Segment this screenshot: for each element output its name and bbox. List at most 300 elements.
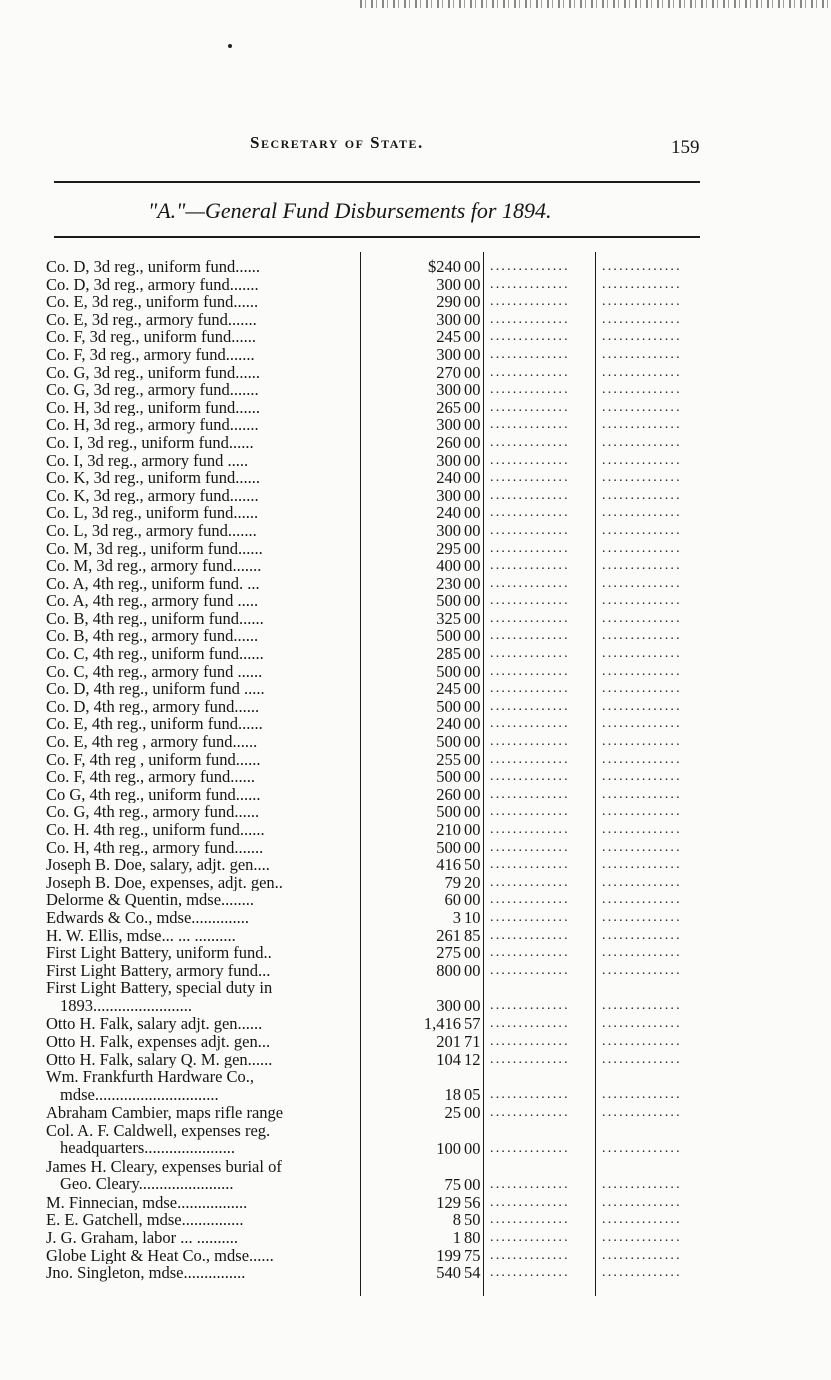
empty-column-leader: .............. <box>602 839 682 855</box>
table-row <box>46 540 716 558</box>
empty-column-leader: .............. <box>490 259 570 274</box>
empty-column-leader: .............. <box>490 909 570 925</box>
row-description <box>46 874 359 892</box>
table-row <box>46 522 716 540</box>
table-row <box>46 891 716 909</box>
table-row <box>46 504 716 522</box>
amount-dollars: 500 <box>436 661 461 681</box>
empty-column-leader: .............. <box>602 1176 682 1192</box>
amount-cents: 00 <box>464 820 481 839</box>
row-description <box>46 1068 359 1103</box>
row-description-line: Co. F, 4th reg , uniform fund...... <box>46 750 261 769</box>
row-description-line: Co. E, 3d reg., armory fund....... <box>46 310 257 329</box>
amount-cents: 00 <box>464 520 481 540</box>
table-row <box>46 469 716 487</box>
amount-dollars: 129 <box>436 1192 461 1212</box>
row-description <box>46 680 359 698</box>
empty-column-leader: .............. <box>490 857 570 873</box>
table-row <box>46 1158 716 1194</box>
empty-column-leader: .............. <box>602 434 682 450</box>
row-description <box>46 891 359 909</box>
row-description <box>46 1229 359 1247</box>
amount-cents: 00 <box>464 802 481 822</box>
amount-dollars: 240 <box>436 468 461 488</box>
row-description <box>46 487 359 505</box>
empty-column-leader: .............. <box>602 558 682 574</box>
amount-cents: 50 <box>464 855 481 875</box>
empty-column-leader: .............. <box>490 575 570 591</box>
row-description-line: Abraham Cambier, maps rifle range <box>46 1104 284 1122</box>
empty-column-leader: .............. <box>602 1194 682 1210</box>
empty-column-leader: .............. <box>490 874 570 890</box>
amount-cents: 57 <box>464 1014 481 1034</box>
empty-column-leader: .............. <box>490 698 570 714</box>
table-row <box>46 839 716 857</box>
table-row <box>46 786 716 804</box>
amount-dollars: 199 <box>436 1245 461 1265</box>
amount-dollars: 295 <box>436 538 461 558</box>
empty-column-leader: .............. <box>490 945 570 961</box>
page-number: 159 <box>671 137 700 158</box>
amount-cents: 00 <box>464 960 481 980</box>
table-row <box>46 680 716 698</box>
row-description <box>46 1104 359 1122</box>
row-description-line: First Light Battery, uniform fund.. <box>46 944 272 962</box>
empty-column-leader: .............. <box>490 646 570 662</box>
empty-column-leader: .............. <box>602 1087 682 1103</box>
empty-column-leader: .............. <box>602 505 682 521</box>
row-description <box>46 540 359 558</box>
row-description-line: Co. F, 3d reg., armory fund....... <box>46 345 255 364</box>
empty-column-leader: .............. <box>602 399 682 415</box>
table-row <box>46 1194 716 1212</box>
amount-cents: 00 <box>464 626 481 646</box>
row-description-line: Co. I, 3d reg., armory fund ..... <box>46 451 249 470</box>
row-description <box>46 944 359 962</box>
amount-cents: 75 <box>464 1245 481 1265</box>
row-description-line: Co. E, 3d reg., uniform fund...... <box>46 293 259 311</box>
empty-column-leader: .............. <box>490 540 570 556</box>
row-description <box>46 1264 359 1282</box>
row-description <box>46 557 359 575</box>
amount-dollars: 255 <box>436 749 461 769</box>
amount-cents: 00 <box>464 767 481 787</box>
empty-column-leader: .............. <box>602 522 682 538</box>
amount-dollars: 500 <box>436 732 461 752</box>
amount-cents: 00 <box>464 591 481 611</box>
row-description-line: Co. H. 4th reg., uniform fund...... <box>46 821 265 839</box>
row-description-line: Co. L, 3d reg., uniform fund...... <box>46 504 259 522</box>
empty-column-leader: .............. <box>490 1194 570 1210</box>
amount-dollars: 8 <box>452 1210 461 1230</box>
amount-cents: 85 <box>464 925 481 945</box>
empty-column-leader: .............. <box>602 382 682 398</box>
table-row <box>46 346 716 364</box>
row-description <box>46 663 359 681</box>
amount-cents: 00 <box>464 450 481 470</box>
row-description <box>46 1194 359 1212</box>
amount-dollars: 275 <box>436 943 461 963</box>
amount-cents: 00 <box>464 644 481 664</box>
empty-column-leader: .............. <box>602 311 682 327</box>
row-description-line: H. W. Ellis, mdse... ... .......... <box>46 926 236 945</box>
row-description-line: Co. D, 3d reg., uniform fund...... <box>46 258 261 276</box>
row-description <box>46 293 359 311</box>
row-description <box>46 751 359 769</box>
empty-column-leader: .............. <box>490 1212 570 1228</box>
empty-column-leader: .............. <box>602 364 682 380</box>
empty-column-leader: .............. <box>490 452 570 468</box>
amount-cents: 00 <box>464 432 481 452</box>
row-description-line: Co. G, 3d reg., armory fund....... <box>46 381 259 399</box>
empty-column-leader: .............. <box>490 522 570 538</box>
row-description <box>46 927 359 945</box>
row-description <box>46 768 359 786</box>
row-description-line: Co. K, 3d reg., armory fund....... <box>46 486 259 505</box>
table-row <box>46 1122 716 1158</box>
amount-dollars: 1,416 <box>423 1014 461 1034</box>
row-description-line: Globe Light & Heat Co., mdse...... <box>46 1246 274 1265</box>
amount-dollars: 245 <box>436 679 461 699</box>
empty-column-leader: .............. <box>602 487 682 503</box>
row-description-continuation: Geo. Cleary....................... <box>60 1175 234 1193</box>
amount-cents: 00 <box>464 1174 481 1194</box>
amount-cents: 00 <box>464 344 481 364</box>
row-description-continuation: 1893........................ <box>60 996 192 1015</box>
amount-dollars: 500 <box>436 696 461 716</box>
empty-column-leader: .............. <box>602 804 682 820</box>
amount-cents: 12 <box>464 1049 481 1069</box>
table-row <box>46 610 716 628</box>
row-description-line: Joseph B. Doe, expenses, adjt. gen.. <box>46 873 283 892</box>
empty-column-leader: .............. <box>602 593 682 609</box>
empty-column-leader: .............. <box>490 364 570 380</box>
row-description-line: M. Finnecian, mdse................. <box>46 1193 248 1212</box>
table-row <box>46 364 716 382</box>
row-description <box>46 452 359 470</box>
empty-column-leader: .............. <box>602 909 682 925</box>
running-header <box>0 133 831 163</box>
empty-column-leader: .............. <box>602 1105 682 1121</box>
row-description-line: Otto H. Falk, salary Q. M. gen...... <box>46 1050 273 1069</box>
row-description-line: Delorme & Quentin, mdse........ <box>46 891 255 909</box>
row-description <box>46 786 359 804</box>
amount-dollars: 60 <box>444 890 461 910</box>
empty-column-leader: .............. <box>602 646 682 662</box>
empty-column-leader: .............. <box>490 470 570 486</box>
table-row <box>46 751 716 769</box>
row-description <box>46 1122 359 1157</box>
amount-dollars: 300 <box>436 309 461 329</box>
amount-cents: 00 <box>464 608 481 628</box>
empty-column-leader: .............. <box>490 417 570 433</box>
amount-cents: 00 <box>464 309 481 329</box>
amount-dollars: $240 <box>428 257 461 276</box>
empty-column-leader: .............. <box>490 681 570 697</box>
table-row <box>46 381 716 399</box>
amount-dollars: 240 <box>436 714 461 734</box>
empty-column-leader: .............. <box>602 329 682 345</box>
amount-cents: 00 <box>464 274 481 294</box>
row-description <box>46 1247 359 1265</box>
empty-column-leader: .............. <box>602 769 682 785</box>
amount-dollars: 300 <box>436 520 461 540</box>
row-description <box>46 364 359 382</box>
amount-dollars: 500 <box>436 767 461 787</box>
table-row <box>46 258 716 276</box>
row-description <box>46 1015 359 1033</box>
empty-column-leader: .............. <box>602 698 682 714</box>
empty-column-leader: .............. <box>490 1176 570 1192</box>
row-description <box>46 733 359 751</box>
empty-column-leader: .............. <box>602 663 682 679</box>
table-row <box>46 733 716 751</box>
empty-column-leader: .............. <box>602 892 682 908</box>
table-row <box>46 487 716 505</box>
row-description-line: Co. E, 4th reg , armory fund...... <box>46 733 258 751</box>
row-description-line: Co. B, 4th reg., armory fund...... <box>46 627 259 646</box>
amount-dollars: 210 <box>436 820 461 839</box>
amount-cents: 00 <box>464 996 481 1016</box>
amount-cents: 00 <box>464 696 481 716</box>
row-description <box>46 399 359 417</box>
amount-cents: 00 <box>464 1138 481 1158</box>
row-description <box>46 311 359 329</box>
row-description <box>46 715 359 733</box>
row-description-line: Co. M, 3d reg., uniform fund...... <box>46 539 263 558</box>
empty-column-leader: .............. <box>490 1051 570 1067</box>
empty-column-leader: .............. <box>602 1140 682 1156</box>
empty-column-leader: .............. <box>602 874 682 890</box>
row-description-line: Co G, 4th reg., uniform fund...... <box>46 785 261 804</box>
empty-column-leader: .............. <box>602 1051 682 1067</box>
amount-cents: 00 <box>464 380 481 400</box>
row-description-line: First Light Battery, armory fund... <box>46 961 271 980</box>
empty-column-leader: .............. <box>602 962 682 978</box>
header-title: Secretary of State. <box>250 133 424 152</box>
empty-column-leader: .............. <box>602 346 682 362</box>
empty-column-leader: .............. <box>490 839 570 855</box>
row-description-line: Co. C, 4th reg., armory fund ...... <box>46 662 263 681</box>
table-row <box>46 399 716 417</box>
empty-column-leader: .............. <box>490 1265 570 1281</box>
amount-dollars: 300 <box>436 450 461 470</box>
amount-dollars: 1 <box>452 1227 461 1247</box>
amount-dollars: 800 <box>436 960 461 980</box>
empty-column-leader: .............. <box>602 259 682 274</box>
row-description-line: Jno. Singleton, mdse............... <box>46 1264 246 1282</box>
row-description-line: First Light Battery, special duty in <box>46 979 273 998</box>
amount-cents: 00 <box>464 679 481 699</box>
amount-dollars: 300 <box>436 485 461 505</box>
row-description <box>46 1051 359 1069</box>
top-rule <box>54 181 700 183</box>
empty-column-leader: .............. <box>490 663 570 679</box>
empty-column-leader: .............. <box>490 329 570 345</box>
table-row <box>46 715 716 733</box>
empty-column-leader: .............. <box>490 346 570 362</box>
row-description-continuation: headquarters...................... <box>60 1139 236 1157</box>
empty-column-leader: .............. <box>490 769 570 785</box>
row-description <box>46 346 359 364</box>
amount-cents: 05 <box>464 1085 481 1105</box>
empty-column-leader: .............. <box>490 382 570 398</box>
row-description-line: Co. G, 3d reg., uniform fund...... <box>46 363 261 382</box>
amount-dollars: 500 <box>436 626 461 646</box>
row-description <box>46 592 359 610</box>
table-row <box>46 803 716 821</box>
amount-cents: 54 <box>464 1263 481 1283</box>
table-row <box>46 1068 716 1104</box>
amount-cents: 71 <box>464 1031 481 1051</box>
empty-column-leader: .............. <box>490 962 570 978</box>
empty-column-leader: .............. <box>602 927 682 943</box>
row-description-line: Co. C, 4th reg., uniform fund...... <box>46 645 264 663</box>
amount-cents: 00 <box>464 714 481 734</box>
empty-column-leader: .............. <box>490 505 570 521</box>
amount-cents: 00 <box>464 1103 481 1123</box>
amount-dollars: 300 <box>436 344 461 364</box>
table-row <box>46 452 716 470</box>
empty-column-leader: .............. <box>602 540 682 556</box>
empty-column-leader: .............. <box>490 434 570 450</box>
row-description <box>46 821 359 839</box>
row-description-line: Edwards & Co., mdse.............. <box>46 908 250 927</box>
empty-column-leader: .............. <box>490 1033 570 1049</box>
amount-dollars: 201 <box>436 1031 461 1051</box>
table-row <box>46 311 716 329</box>
empty-column-leader: .............. <box>490 1140 570 1156</box>
empty-column-leader: .............. <box>602 470 682 486</box>
empty-column-leader: .............. <box>490 311 570 327</box>
table-row <box>46 1015 716 1033</box>
empty-column-leader: .............. <box>490 751 570 767</box>
empty-column-leader: .............. <box>602 1212 682 1228</box>
table-row <box>46 856 716 874</box>
table-row <box>46 434 716 452</box>
empty-column-leader: .............. <box>602 452 682 468</box>
amount-dollars: 300 <box>436 274 461 294</box>
amount-cents: 00 <box>464 415 481 435</box>
amount-cents: 00 <box>464 292 481 312</box>
empty-column-leader: .............. <box>490 1247 570 1263</box>
row-description-line: Co. D, 4th reg., armory fund...... <box>46 697 260 716</box>
amount-cents: 00 <box>464 362 481 382</box>
amount-dollars: 270 <box>436 362 461 382</box>
row-description-line: Co. D, 4th reg., uniform fund ..... <box>46 680 265 698</box>
amount-dollars: 240 <box>436 503 461 523</box>
row-description-line: Co. H, 4th reg., armory fund....... <box>46 838 264 857</box>
table-row <box>46 909 716 927</box>
empty-column-leader: .............. <box>602 734 682 750</box>
table-row <box>46 1229 716 1247</box>
empty-column-leader: .............. <box>490 786 570 802</box>
row-description <box>46 328 359 346</box>
amount-dollars: 265 <box>436 397 461 417</box>
row-description <box>46 381 359 399</box>
row-description <box>46 434 359 452</box>
amount-cents: 00 <box>464 556 481 576</box>
amount-cents: 00 <box>464 327 481 347</box>
empty-column-leader: .............. <box>490 610 570 626</box>
table-row <box>46 927 716 945</box>
amount-cents: 00 <box>464 749 481 769</box>
empty-column-leader: .............. <box>602 1229 682 1245</box>
row-description <box>46 575 359 593</box>
amount-cents: 00 <box>464 837 481 857</box>
empty-column-leader: .............. <box>602 681 682 697</box>
table-row <box>46 979 716 1015</box>
amount-cents: 00 <box>464 257 481 276</box>
row-description <box>46 856 359 874</box>
table-row <box>46 592 716 610</box>
table-row <box>46 557 716 575</box>
row-description-line: Co. G, 4th reg., armory fund...... <box>46 803 260 821</box>
row-description-continuation: mdse.............................. <box>60 1085 219 1104</box>
row-description-line: Wm. Frankfurth Hardware Co., <box>46 1068 255 1087</box>
table-row <box>46 1104 716 1122</box>
empty-column-leader: .............. <box>602 716 682 732</box>
amount-dollars: 79 <box>444 872 461 892</box>
amount-dollars: 260 <box>436 784 461 804</box>
row-description <box>46 962 359 980</box>
empty-column-leader: .............. <box>602 610 682 626</box>
table-row <box>46 328 716 346</box>
row-description-line: Co. B, 4th reg., uniform fund...... <box>46 609 264 628</box>
row-description <box>46 522 359 540</box>
row-description-line: J. G. Graham, labor ... .......... <box>46 1228 239 1247</box>
row-description <box>46 979 359 1014</box>
empty-column-leader: .............. <box>490 1016 570 1032</box>
amount-dollars: 245 <box>436 327 461 347</box>
empty-column-leader: .............. <box>490 716 570 732</box>
row-description <box>46 627 359 645</box>
amount-dollars: 300 <box>436 415 461 435</box>
table-row <box>46 416 716 434</box>
table-row <box>46 1247 716 1265</box>
row-description <box>46 610 359 628</box>
row-description <box>46 698 359 716</box>
amount-dollars: 500 <box>436 802 461 822</box>
amount-cents: 50 <box>464 1210 481 1230</box>
row-description <box>46 258 359 276</box>
amount-dollars: 290 <box>436 292 461 312</box>
row-description <box>46 645 359 663</box>
amount-cents: 80 <box>464 1227 481 1247</box>
amount-cents: 20 <box>464 872 481 892</box>
empty-column-leader: .............. <box>490 276 570 292</box>
amount-dollars: 230 <box>436 573 461 593</box>
table-row <box>46 645 716 663</box>
table-row <box>46 575 716 593</box>
table-row <box>46 276 716 294</box>
empty-column-leader: .............. <box>490 822 570 837</box>
table-row <box>46 821 716 839</box>
amount-cents: 00 <box>464 890 481 910</box>
table-row <box>46 663 716 681</box>
amount-cents: 00 <box>464 468 481 488</box>
empty-column-leader: .............. <box>602 1247 682 1263</box>
amount-dollars: 261 <box>436 925 461 945</box>
amount-dollars: 3 <box>452 907 461 927</box>
amount-cents: 56 <box>464 1192 481 1212</box>
table-row <box>46 627 716 645</box>
amount-dollars: 25 <box>444 1103 461 1123</box>
amount-dollars: 400 <box>436 556 461 576</box>
amount-cents: 00 <box>464 397 481 417</box>
empty-column-leader: .............. <box>602 822 682 837</box>
row-description-line: Co. D, 3d reg., armory fund....... <box>46 275 259 294</box>
